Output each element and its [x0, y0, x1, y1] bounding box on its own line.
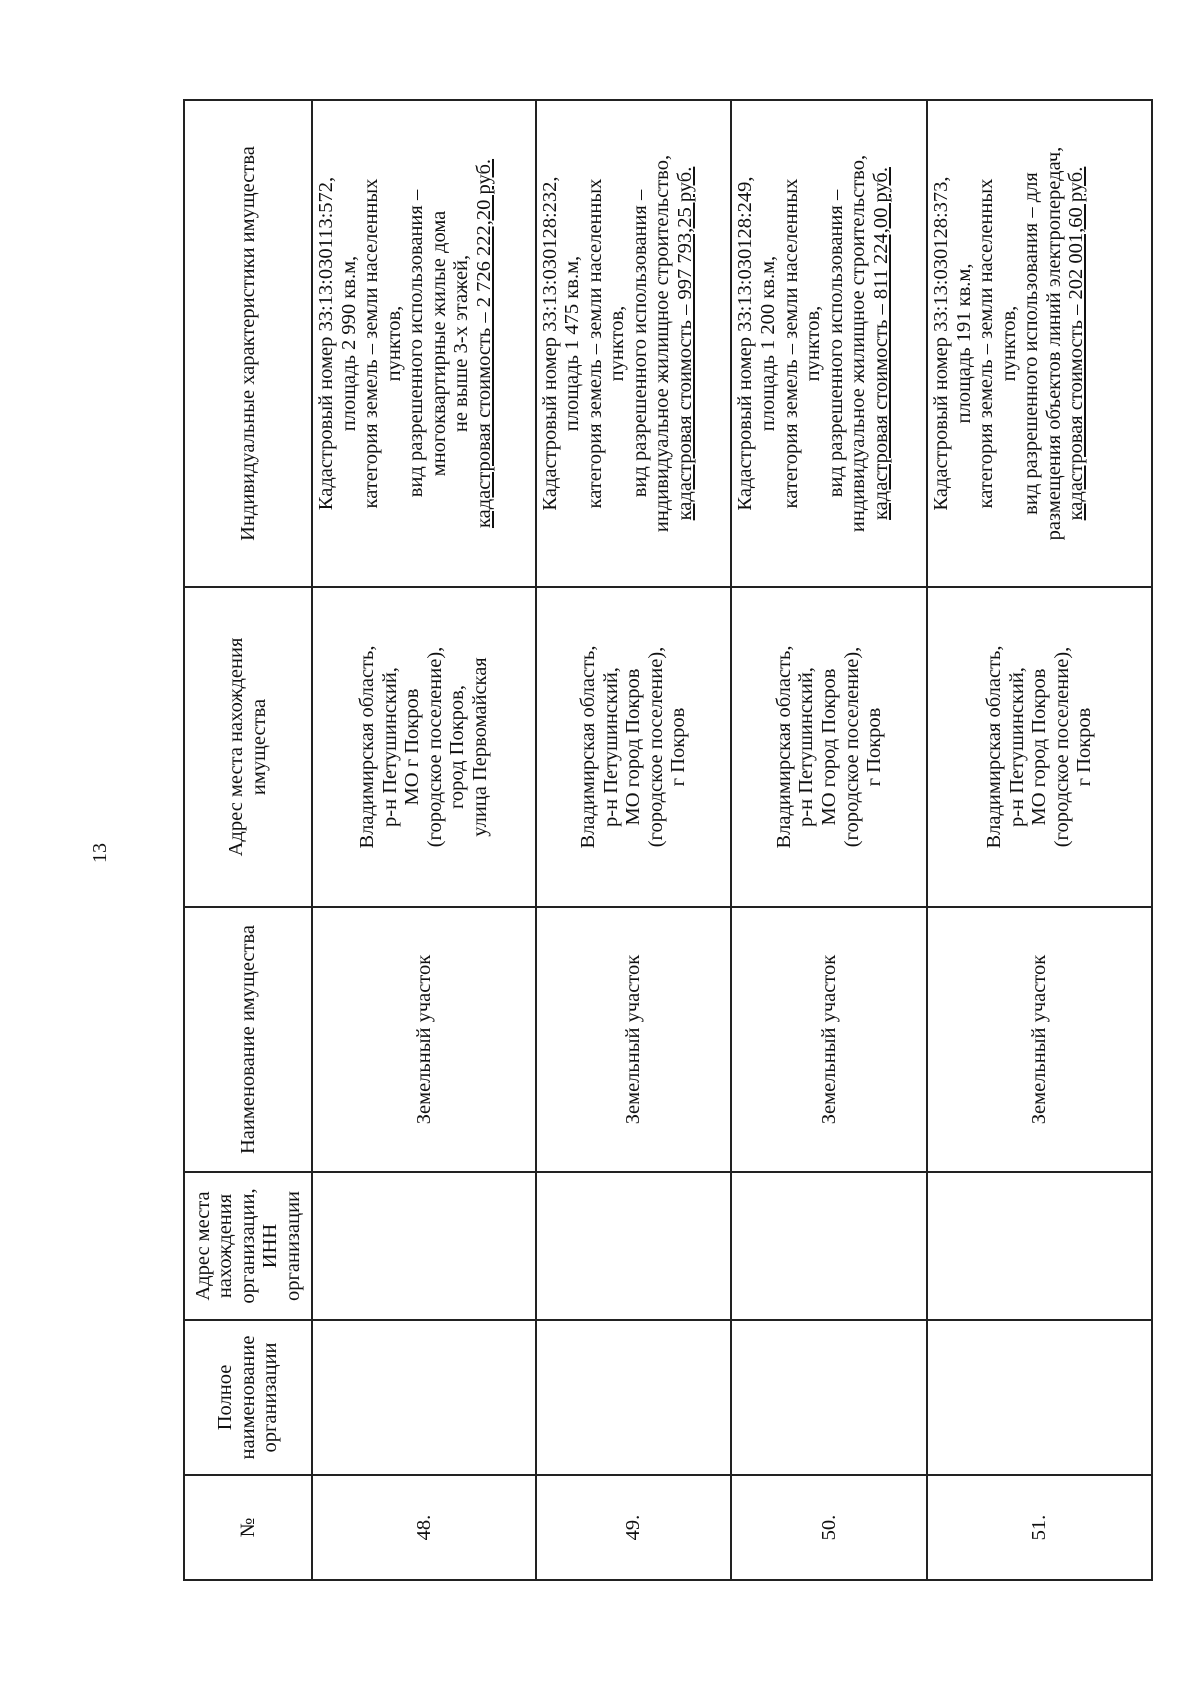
cell-asset-name: Земельный участок	[927, 907, 1152, 1172]
cell-asset-address	[536, 587, 732, 907]
characteristic-line: кадастровая стоимость – 2 726 222,20 руб.	[472, 158, 495, 529]
table-row	[731, 100, 927, 1580]
characteristic-line: площадь 1 200 кв.м,	[756, 255, 779, 432]
characteristic-line: вид разрешенного использования –	[824, 189, 847, 498]
address-line: МО город Покров	[1028, 668, 1051, 826]
header-num: №	[184, 1475, 312, 1580]
cell-characteristics	[731, 100, 927, 587]
characteristic-line: Кадастровый номер 33:13:030128:373,	[930, 176, 953, 511]
header-asset-address: Адрес места нахождения имущества	[184, 587, 312, 907]
cell-full-name	[927, 1320, 1152, 1475]
characteristic-line: индивидуальное жилищное строительство,	[847, 154, 870, 533]
cell-asset-address	[731, 587, 927, 907]
header-characteristics: Индивидуальные характеристики имущества	[184, 100, 312, 587]
characteristic-line: Кадастровый номер 33:13:030128:249,	[734, 176, 757, 511]
characteristic-line: пунктов,	[802, 305, 825, 382]
address-line: р-н Петушинский,	[795, 667, 818, 827]
page-number: 13	[89, 843, 111, 863]
address-line: г Покров	[863, 707, 886, 787]
cell-full-name	[731, 1320, 927, 1475]
address-line: р-н Петушинский,	[599, 667, 622, 827]
address-line: улица Первомайская	[468, 657, 491, 837]
table-container	[183, 101, 1153, 1581]
characteristic-line: категория земель – земли населенных	[779, 178, 802, 509]
cell-asset-name: Земельный участок	[731, 907, 927, 1172]
address-line: (городское поселение),	[423, 646, 446, 848]
characteristic-line: индивидуальное жилищное строительство,	[651, 154, 674, 533]
cell-asset-address	[927, 587, 1152, 907]
cell-asset-name: Земельный участок	[312, 907, 536, 1172]
address-line: Владимирская область,	[356, 645, 379, 849]
cell-num: 48.	[312, 1475, 536, 1580]
cell-characteristics	[312, 100, 536, 587]
rotated-table-frame	[183, 101, 1153, 1581]
address-line: Владимирская область,	[577, 645, 600, 849]
cell-num: 49.	[536, 1475, 732, 1580]
cell-org-address	[536, 1172, 732, 1320]
characteristic-line: вид разрешенного использования – для	[1020, 172, 1043, 515]
cell-characteristics	[927, 100, 1152, 587]
table-row	[536, 100, 732, 1580]
address-line: (городское поселение),	[840, 646, 863, 848]
header-org-address: Адрес места нахождения организации, ИНН организации	[184, 1172, 312, 1320]
characteristic-line: кадастровая стоимость – 811 224,00 руб.	[869, 167, 892, 520]
address-line: МО город Покров	[818, 668, 841, 826]
cell-full-name	[312, 1320, 536, 1475]
table-row	[312, 100, 536, 1580]
address-line: г Покров	[1073, 707, 1096, 787]
characteristic-line: Кадастровый номер 33:13:030113:572,	[315, 176, 337, 511]
characteristic-line: категория земель – земли населенных	[975, 178, 998, 509]
address-line: (городское поселение),	[1050, 646, 1073, 848]
characteristic-line: размещения объектов линий электропередач,	[1042, 146, 1065, 541]
table-row	[927, 100, 1152, 1580]
header-full-name: Полное наименование организации	[184, 1320, 312, 1475]
address-line: МО г Покров	[401, 688, 424, 806]
characteristic-line: площадь 1 475 кв.м,	[561, 255, 584, 432]
cell-asset-address	[312, 587, 536, 907]
characteristic-line: категория земель – земли населенных	[583, 178, 606, 509]
table-header-row	[184, 100, 312, 1580]
characteristic-line: пунктов,	[382, 305, 405, 382]
characteristic-line: вид разрешенного использования –	[628, 189, 651, 498]
characteristic-line: пунктов,	[997, 305, 1020, 382]
characteristic-line: многоквартирные жилые дома	[427, 210, 450, 477]
characteristic-line: Кадастровый номер 33:13:030128:232,	[538, 176, 561, 511]
cell-asset-name: Земельный участок	[536, 907, 732, 1172]
characteristic-line: пунктов,	[606, 305, 629, 382]
cell-characteristics	[536, 100, 732, 587]
header-asset-name: Наименование имущества	[184, 907, 312, 1172]
table-body	[312, 100, 1152, 1580]
address-line: Владимирская область,	[983, 645, 1006, 849]
address-line: Владимирская область,	[772, 645, 795, 849]
address-line: р-н Петушинский,	[1005, 667, 1028, 827]
address-line: МО город Покров	[622, 668, 645, 826]
characteristic-line: площадь 191 кв.м,	[952, 263, 975, 424]
address-line: город Покров,	[446, 685, 469, 809]
cell-org-address	[731, 1172, 927, 1320]
cell-full-name	[536, 1320, 732, 1475]
characteristic-line: не выше 3-х этажей,	[450, 254, 473, 433]
characteristic-line: категория земель – земли населенных	[360, 178, 383, 509]
cell-org-address	[312, 1172, 536, 1320]
cell-num: 50.	[731, 1475, 927, 1580]
cell-org-address	[927, 1172, 1152, 1320]
address-line: р-н Петушинский,	[378, 667, 401, 827]
address-line: (городское поселение),	[644, 646, 667, 848]
cell-num: 51.	[927, 1475, 1152, 1580]
address-line: г Покров	[667, 707, 690, 787]
characteristic-line: кадастровая стоимость – 202 001,60 руб.	[1065, 166, 1088, 521]
characteristic-line: кадастровая стоимость – 997 793,25 руб.	[673, 166, 696, 521]
property-table	[183, 99, 1153, 1581]
characteristic-line: площадь 2 990 кв.м,	[337, 255, 360, 432]
characteristic-line: вид разрешенного использования –	[405, 189, 428, 498]
